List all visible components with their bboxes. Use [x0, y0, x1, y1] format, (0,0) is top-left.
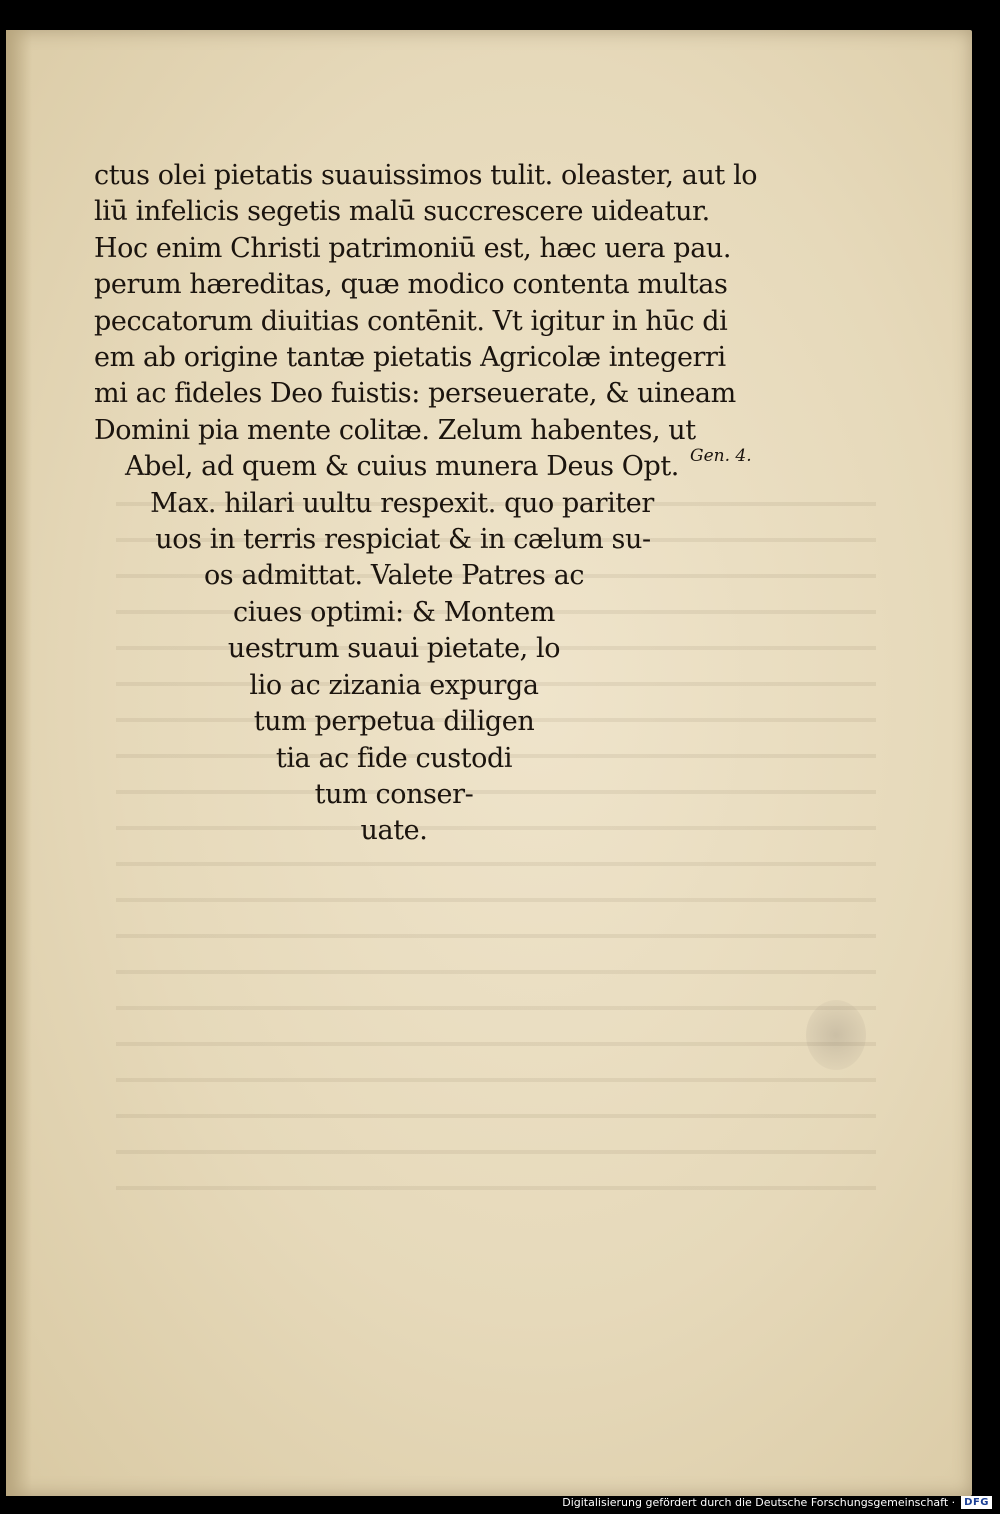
- text-line: tum perpetua diligen: [253, 706, 535, 738]
- text-line: lio ac zizania expurga: [249, 669, 539, 701]
- marginal-note: Gen. 4.: [690, 446, 752, 466]
- text-line: mi ac fideles Deo fuistis: perseuerate, & uineam: [94, 378, 736, 410]
- text-line: Domini pia mente colitæ. Zelum habentes, ut: [94, 414, 696, 446]
- page-gutter-shadow: [6, 30, 32, 1496]
- text-line: uos in terris respiciat & in cælum su-: [155, 524, 651, 556]
- text-line: liū infelicis segetis malū succrescere uideatur.: [94, 196, 710, 228]
- text-line: ctus olei pietatis suauissimos tulit. oleaster, aut lo: [94, 160, 758, 191]
- text-line: em ab origine tantæ pietatis Agricolæ integerri: [94, 342, 726, 374]
- text-line: tia ac fide custodi: [275, 742, 513, 774]
- text-line: perum hæreditas, quæ modico contenta multas: [94, 269, 728, 301]
- text-line: uestrum suaui pietate, lo: [227, 633, 561, 665]
- text-line: uate.: [360, 815, 428, 847]
- text-line: peccatorum diuitias contēnit. Vt igitur in hūc di: [94, 305, 728, 337]
- footer-text: Digitalisierung gefördert durch die Deutsche Forschungsgemeinschaft ·: [562, 1496, 956, 1509]
- text-line: Hoc enim Christi patrimoniū est, hæc uera pau.: [94, 232, 732, 264]
- text-line: os admittat. Valete Patres ac: [203, 560, 585, 592]
- text-line: Abel, ad quem & cuius munera Deus Opt.: [124, 451, 679, 483]
- text-line: tum conser-: [314, 778, 474, 810]
- dfg-logo: DFG: [961, 1496, 992, 1509]
- paper-stain: [806, 1000, 866, 1070]
- text-line: Max. hilari uultu respexit. quo pariter: [150, 487, 654, 519]
- footer-credit: [562, 1496, 992, 1509]
- text-line: ciues optimi: & Montem: [232, 596, 556, 628]
